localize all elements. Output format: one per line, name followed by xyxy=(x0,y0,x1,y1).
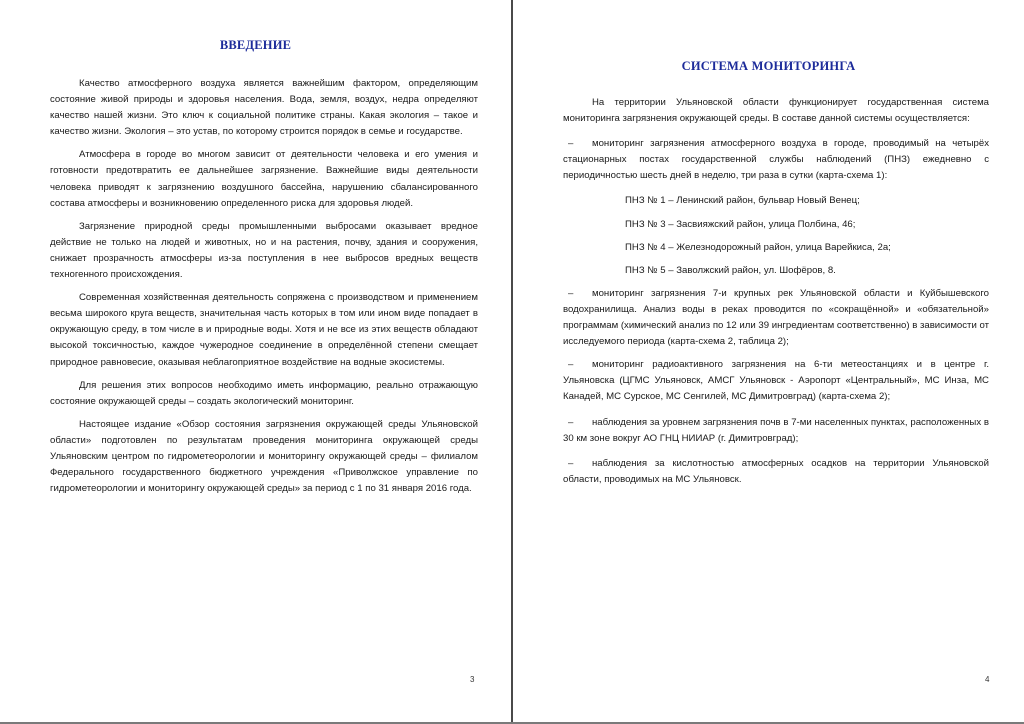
introduction-body xyxy=(50,76,478,497)
bullet-text: мониторинг загрязнения 7-и крупных рек Ульяновской области и Куйбышевского водохранилища. Анализ воды в реках проводится по «сокращённой» и «обязательной» программам (химический анализ по 12 или 39 ингредиентам соответственно) в зависимости от исследуемого периода (карта-схема 2, таблица 2); xyxy=(563,287,989,348)
bullet-marker: – xyxy=(568,287,574,299)
bullet-marker: – xyxy=(568,359,574,371)
page-title-introduction: ВВЕДЕНИЕ xyxy=(219,38,292,52)
bullet-marker: – xyxy=(568,416,574,428)
paragraph: Атмосфера в городе во многом зависит от деятельности человека и его умения и готовности предотвратить ее дальнейшее загрязнение. Важнейшие виды деятельности человека приводят к загрязнению воздушного бассейна, нарушению сбалансированного состава атмосферы и возникновению определенного риска для здоровья людей. xyxy=(50,149,478,209)
paragraph: Настоящее издание «Обзор состояния загрязнения окружающей среды Ульяновской области» подготовлен по результатам проведения мониторинга окружающей среды Ульяновским центром по гидрометеорологии и мониторингу окружающей среды – филиалом Федерального государственного бюджетного учреждения «Приволжское управление по гидрометеорологии и мониторингу окружающей среды» за период с 1 по 31 января 2016 года. xyxy=(50,418,478,495)
paragraph: Для решения этих вопросов необходимо иметь информацию, реально отражающую состояние окружающей среды – создать экологический мониторинг. xyxy=(50,379,478,407)
bullet-text: наблюдения за кислотностью атмосферных осадков на территории Ульяновской области, проводимых на МС Ульяновск. xyxy=(563,457,989,485)
paragraph: Качество атмосферного воздуха является важнейшим фактором, определяющим состояние живой природы и здоровья населения. Вода, земля, воздух, недра определяют качество нашей жизни. Это ключ к социальной политике страны. Какая экология – такое и качество жизни. Экология – это устав, по которому строится порядок в семье и государстве. xyxy=(50,78,478,138)
page-3 xyxy=(0,0,511,724)
bullet-item-precipitation xyxy=(563,456,989,488)
post-item: ПНЗ № 5 – Заволжский район, ул. Шофёров, 8. xyxy=(625,264,836,276)
bullet-marker: – xyxy=(568,138,574,150)
bullet-text: наблюдения за уровнем загрязнения почв в 7-ми населенных пунктах, расположенных в 30 км зоне вокруг АО ГНЦ НИИАР (г. Димитровград); xyxy=(563,416,989,444)
bullet-marker: – xyxy=(568,457,574,469)
bullet-text: мониторинг радиоактивного загрязнения на 6-ти метеостанциях и в центре г. Ульяновска (ЦГМС Ульяновск, АМСГ Ульяновск - Аэропорт «Центральный», МС Инза, МС Канадей, МС Сурское, МС Сенгилей, МС Димитровград) (карта-схема 2); xyxy=(563,359,989,403)
paragraph: Загрязнение природной среды промышленными выбросами оказывает вредное действие не только на людей и животных, но и на растения, почву, здания и сооружения, снижает прозрачность атмосферы из-за поступления в нее выбросов вредных веществ техногенного происхождения. xyxy=(50,220,478,281)
intro-paragraph: На территории Ульяновской области функционирует государственная система мониторинга загрязнения окружающей среды. В составе данной системы осуществляется: xyxy=(563,97,989,125)
paragraph: Современная хозяйственная деятельность сопряжена с производством и применением весьма широкого круга веществ, значительная часть которых в том или ином виде попадает в окружающую среду, в том числе в и природные воды. Хотя и не все из этих веществ обладают высокой токсичностью, каждое чужеродное соединение в определённой степени смещает природное равновесие, оказывая неблагоприятное воздействие на водные экосистемы. xyxy=(50,292,478,368)
page-number: 4 xyxy=(985,675,990,684)
post-item: ПНЗ № 3 – Засвияжский район, улица Полбина, 46; xyxy=(625,218,856,230)
bullet-item-rivers xyxy=(563,286,989,350)
bullet-item-soil xyxy=(563,415,989,447)
bullet-item-radioactive xyxy=(563,357,989,405)
post-item: ПНЗ № 1 – Ленинский район, бульвар Новый Венец; xyxy=(625,195,860,207)
page-4 xyxy=(513,0,1024,724)
monitoring-body xyxy=(563,95,989,488)
page-title-monitoring-system: СИСТЕМА МОНИТОРИНГА xyxy=(681,59,856,73)
post-item: ПНЗ № 4 – Железнодорожный район, улица Варейкиса, 2а; xyxy=(625,241,891,253)
bullet-text: мониторинг загрязнения атмосферного воздуха в городе, проводимый на четырёх стационарных постах государственной службы наблюдений (ПНЗ) ежедневно с периодичностью шесть дней в неделю, три раза в сутки (карта-схема 1): xyxy=(563,138,989,182)
page-number: 3 xyxy=(470,675,475,684)
bullet-item-air xyxy=(563,136,989,184)
